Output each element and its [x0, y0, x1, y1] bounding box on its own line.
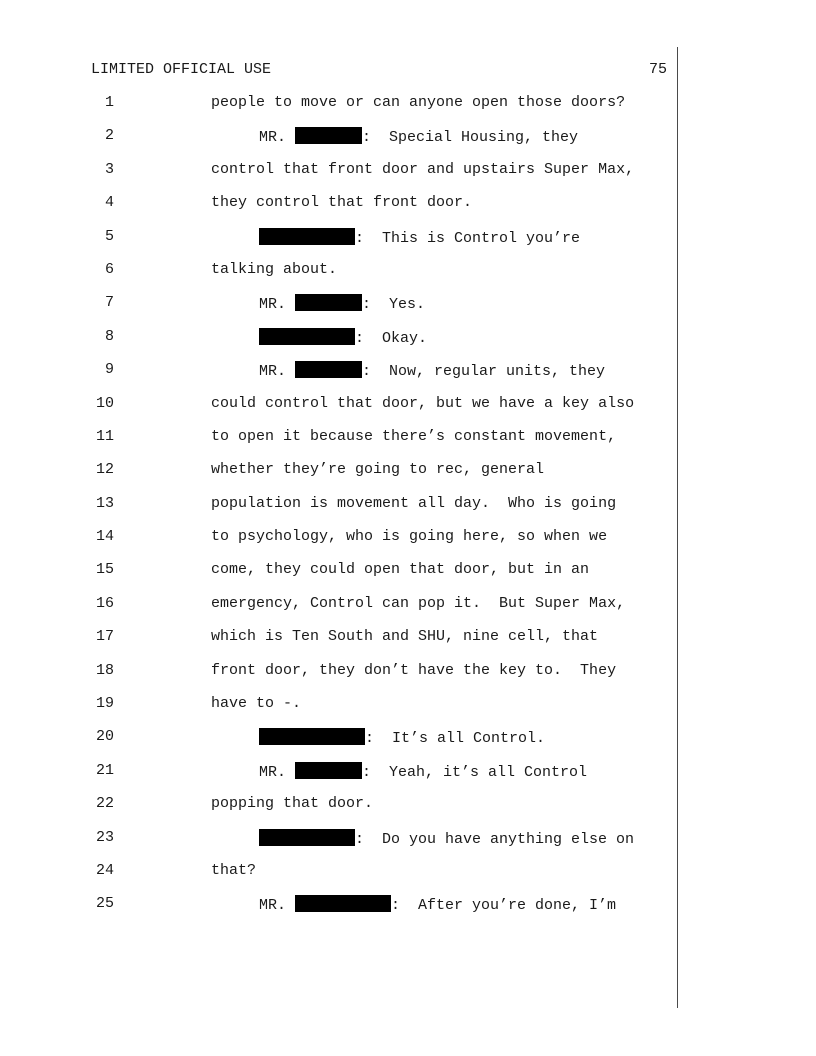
line-text: emergency, Control can pop it. But Super Max, — [211, 594, 626, 612]
line-number: 6 — [104, 260, 114, 278]
redaction-bar — [259, 228, 355, 245]
line-number: 16 — [95, 594, 114, 612]
line-number: 8 — [104, 327, 114, 345]
transcript-line — [0, 361, 816, 394]
line-number: 4 — [104, 194, 114, 212]
line-number: 5 — [104, 227, 114, 245]
line-text: they control that front door. — [211, 194, 473, 212]
transcript-line — [0, 795, 816, 828]
transcript-line — [0, 595, 816, 628]
line-number: 20 — [95, 728, 114, 746]
redaction-bar — [259, 829, 355, 846]
transcript-line — [0, 762, 816, 795]
line-number: 21 — [95, 761, 114, 779]
transcript-line — [0, 495, 816, 528]
transcript-line — [0, 261, 816, 294]
line-number: 10 — [95, 394, 114, 412]
transcript-line — [0, 695, 816, 728]
line-text: could control that door, but we have a key also — [211, 394, 635, 412]
line-number: 18 — [95, 661, 114, 679]
transcript-line — [0, 94, 816, 127]
speaker-line: : It’s all Control. — [259, 728, 545, 748]
transcript-line — [0, 328, 816, 361]
transcript-line — [0, 829, 816, 862]
line-number: 3 — [104, 160, 114, 178]
line-number: 17 — [95, 628, 114, 646]
transcript-line — [0, 194, 816, 227]
line-number: 9 — [104, 361, 114, 379]
speaker-line: : Do you have anything else on — [259, 829, 634, 849]
speaker-line: MR. : Yeah, it’s all Control — [259, 763, 588, 781]
speaker-line: : This is Control you’re — [259, 228, 580, 248]
redaction-bar — [295, 361, 362, 378]
classification-header: LIMITED OFFICIAL USE — [91, 61, 272, 78]
speaker-line: MR. : After you’re done, I’m — [259, 897, 617, 915]
line-number: 15 — [95, 561, 114, 579]
line-text: talking about. — [211, 260, 338, 278]
line-text: have to -. — [211, 695, 302, 713]
transcript-line — [0, 161, 816, 194]
line-number: 24 — [95, 861, 114, 879]
line-text: to psychology, who is going here, so when we — [211, 528, 608, 546]
transcript-line — [0, 895, 816, 928]
transcript-line — [0, 561, 816, 594]
line-text: which is Ten South and SHU, nine cell, that — [211, 628, 599, 646]
line-number: 1 — [104, 94, 114, 111]
line-number: 22 — [95, 795, 114, 813]
line-text: that? — [211, 861, 257, 879]
transcript-line — [0, 294, 816, 327]
transcript-line — [0, 528, 816, 561]
transcript-line — [0, 395, 816, 428]
line-text: control that front door and upstairs Super Max, — [211, 160, 635, 178]
redaction-bar — [259, 728, 365, 745]
transcript-line — [0, 228, 816, 261]
speaker-line: MR. : Now, regular units, they — [259, 363, 606, 381]
speaker-line: MR. : Special Housing, they — [259, 129, 579, 147]
line-number: 11 — [95, 427, 114, 445]
transcript-body — [0, 94, 816, 929]
transcript-line — [0, 428, 816, 461]
line-number: 25 — [95, 895, 114, 913]
line-text: come, they could open that door, but in an — [211, 561, 590, 579]
line-number: 13 — [95, 494, 114, 512]
redaction-bar — [295, 294, 362, 311]
transcript-line — [0, 662, 816, 695]
redaction-bar — [295, 762, 362, 779]
transcript-line — [0, 862, 816, 895]
line-number: 23 — [95, 828, 114, 846]
speaker-line: MR. : Yes. — [259, 296, 426, 314]
line-text: people to move or can anyone open those doors? — [211, 94, 626, 111]
transcript-line — [0, 728, 816, 761]
redaction-bar — [295, 895, 391, 912]
page-number: 75 — [648, 61, 667, 78]
line-number: 19 — [95, 695, 114, 713]
redaction-bar — [295, 127, 362, 144]
speaker-line: : Okay. — [259, 328, 427, 348]
transcript-line — [0, 628, 816, 661]
line-number: 2 — [104, 127, 114, 145]
line-number: 7 — [104, 294, 114, 312]
line-text: popping that door. — [211, 795, 374, 813]
line-text: to open it because there’s constant movement, — [211, 427, 617, 445]
line-text: whether they’re going to rec, general — [211, 461, 545, 479]
line-text: front door, they don’t have the key to. They — [211, 661, 617, 679]
redaction-bar — [259, 328, 355, 345]
transcript-line — [0, 127, 816, 160]
line-text: population is movement all day. Who is going — [211, 494, 617, 512]
line-number: 12 — [95, 461, 114, 479]
transcript-line — [0, 461, 816, 494]
line-number: 14 — [95, 528, 114, 546]
